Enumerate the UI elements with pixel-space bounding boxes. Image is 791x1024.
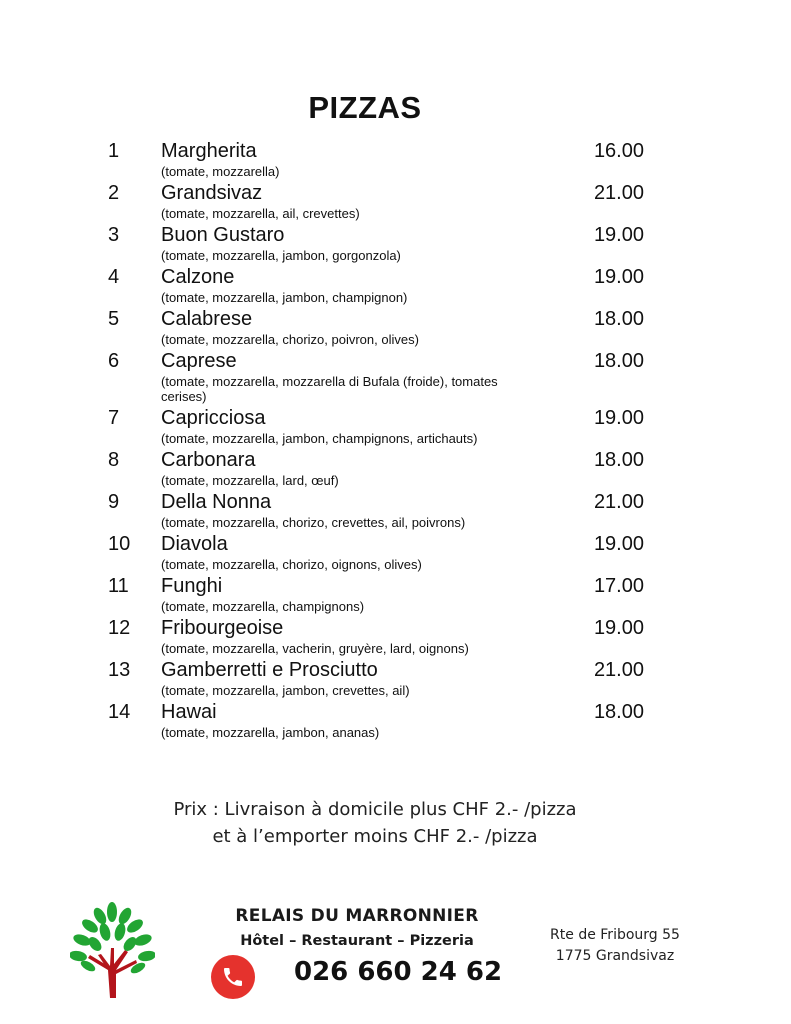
item-price: 16.00 xyxy=(593,140,644,162)
restaurant-subtitle: Hôtel – Restaurant – Pizzeria xyxy=(240,933,474,949)
item-number: 11 xyxy=(108,575,129,597)
item-ingredients: (tomate, mozzarella) xyxy=(161,164,280,179)
item-price: 21.00 xyxy=(593,491,644,513)
menu-item xyxy=(108,223,648,265)
item-name: Margherita xyxy=(161,140,257,162)
pizza-menu-list xyxy=(108,139,648,742)
item-number: 7 xyxy=(108,407,120,429)
item-ingredients: (tomate, mozzarella, chorizo, oignons, olives) xyxy=(161,557,422,572)
restaurant-brand xyxy=(216,906,498,949)
item-number: 13 xyxy=(108,659,131,681)
menu-item xyxy=(108,616,648,658)
item-name: Della Nonna xyxy=(161,491,272,513)
item-ingredients: (tomate, mozzarella, jambon, champignon) xyxy=(161,290,408,305)
item-price: 19.00 xyxy=(593,407,644,429)
item-number: 9 xyxy=(108,491,120,513)
item-number: 3 xyxy=(108,224,120,246)
menu-item xyxy=(108,307,648,349)
item-name: Grandsivaz xyxy=(161,182,263,204)
item-price: 17.00 xyxy=(593,575,644,597)
menu-item xyxy=(108,532,648,574)
item-ingredients: (tomate, mozzarella, mozzarella di Bufala (froide), tomates cerises) xyxy=(161,374,498,404)
chestnut-tree-icon xyxy=(70,900,155,1000)
item-number: 8 xyxy=(108,449,120,471)
pricing-note-line-1: Prix : Livraison à domicile plus CHF 2.- /pizza xyxy=(173,799,577,820)
item-name: Carbonara xyxy=(161,449,256,471)
address-street: Rte de Fribourg 55 xyxy=(550,927,680,943)
item-name: Hawai xyxy=(161,701,217,723)
item-name: Calzone xyxy=(161,266,235,288)
pricing-note-line-2: et à l’emporter moins CHF 2.- /pizza xyxy=(212,826,538,847)
item-price: 18.00 xyxy=(593,308,644,330)
item-number: 10 xyxy=(108,533,131,555)
menu-item xyxy=(108,181,648,223)
item-ingredients: (tomate, mozzarella, chorizo, poivron, olives) xyxy=(161,332,419,347)
address xyxy=(540,925,690,967)
item-ingredients: (tomate, mozzarella, ail, crevettes) xyxy=(161,206,360,221)
item-ingredients: (tomate, mozzarella, jambon, gorgonzola) xyxy=(161,248,401,263)
item-name: Caprese xyxy=(161,350,237,372)
item-price: 19.00 xyxy=(593,266,644,288)
item-price: 19.00 xyxy=(593,617,644,639)
item-number: 1 xyxy=(108,140,120,162)
address-city: 1775 Grandsivaz xyxy=(555,948,675,964)
item-ingredients: (tomate, mozzarella, jambon, crevettes, ail) xyxy=(161,683,410,698)
item-name: Gamberretti e Prosciutto xyxy=(161,659,378,681)
item-name: Fribourgeoise xyxy=(161,617,284,639)
item-name: Calabrese xyxy=(161,308,253,330)
item-price: 19.00 xyxy=(593,224,644,246)
menu-item xyxy=(108,658,648,700)
item-name: Diavola xyxy=(161,533,228,555)
phone-icon xyxy=(211,955,255,999)
page-title: PIZZAS xyxy=(308,90,422,125)
item-number: 2 xyxy=(108,182,120,204)
item-price: 21.00 xyxy=(593,182,644,204)
item-number: 14 xyxy=(108,701,131,723)
item-price: 18.00 xyxy=(593,350,644,372)
menu-item xyxy=(108,265,648,307)
item-number: 5 xyxy=(108,308,120,330)
item-ingredients: (tomate, mozzarella, jambon, champignons, artichauts) xyxy=(161,431,478,446)
item-ingredients: (tomate, mozzarella, champignons) xyxy=(161,599,365,614)
item-number: 4 xyxy=(108,266,120,288)
item-number: 6 xyxy=(108,350,120,372)
item-price: 18.00 xyxy=(593,701,644,723)
menu-item xyxy=(108,406,648,448)
menu-item xyxy=(108,490,648,532)
item-name: Funghi xyxy=(161,575,223,597)
menu-item xyxy=(108,349,648,406)
item-ingredients: (tomate, mozzarella, vacherin, gruyère, lard, oignons) xyxy=(161,641,469,656)
item-price: 19.00 xyxy=(593,533,644,555)
item-price: 21.00 xyxy=(593,659,644,681)
restaurant-name: RELAIS DU MARRONNIER xyxy=(235,906,479,926)
menu-item xyxy=(108,139,648,181)
pricing-note xyxy=(120,796,630,850)
item-name: Capricciosa xyxy=(161,407,266,429)
item-price: 18.00 xyxy=(593,449,644,471)
item-ingredients: (tomate, mozzarella, lard, œuf) xyxy=(161,473,339,488)
item-ingredients: (tomate, mozzarella, chorizo, crevettes, ail, poivrons) xyxy=(161,515,466,530)
menu-item xyxy=(108,448,648,490)
item-ingredients: (tomate, mozzarella, jambon, ananas) xyxy=(161,725,380,740)
menu-item xyxy=(108,700,648,742)
phone-number[interactable]: 026 660 24 62 xyxy=(294,957,503,987)
item-name: Buon Gustaro xyxy=(161,224,285,246)
item-number: 12 xyxy=(108,617,131,639)
menu-item xyxy=(108,574,648,616)
